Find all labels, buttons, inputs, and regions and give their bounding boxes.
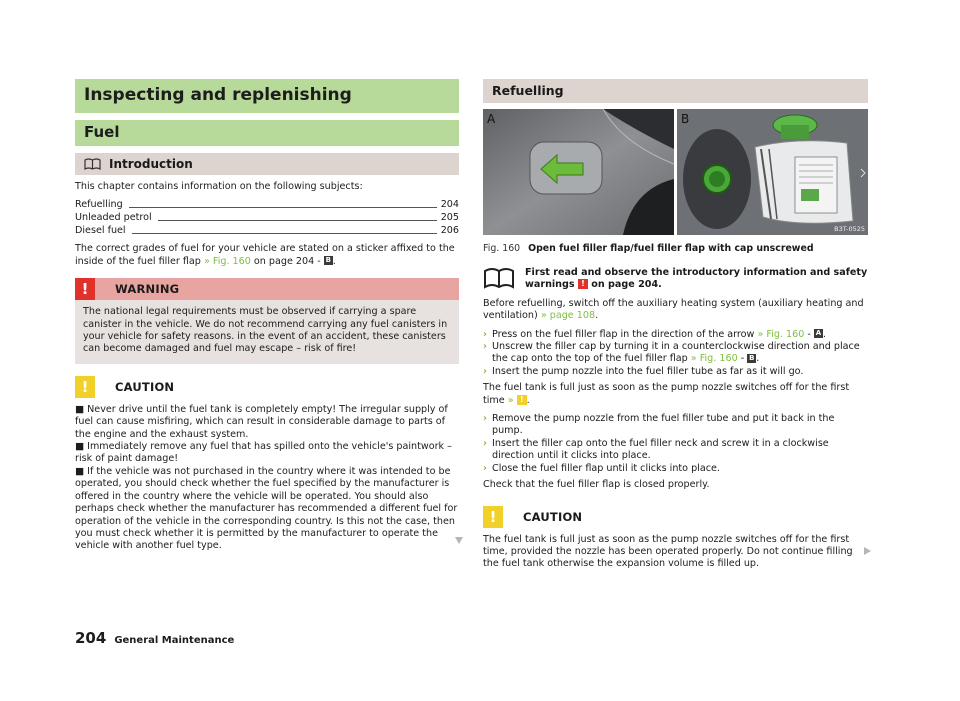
step-item [483, 413, 868, 438]
toc-leader [132, 233, 437, 234]
chevron-right-icon: › [483, 365, 487, 377]
intro-title: Introduction [109, 157, 193, 171]
book-icon [84, 158, 101, 170]
grades-text-2: on page 204 - [250, 255, 324, 267]
figure-code: B3T-0525 [834, 225, 865, 233]
chevron-right-icon: › [483, 341, 487, 353]
figure-caption [483, 243, 868, 255]
before-text-2: . [595, 310, 599, 322]
step-mid: - [737, 353, 748, 365]
caution-text: The fuel tank is full just as soon as the pump nozzle switches off for the first time, provided the nozzle has been operated properly. Do not continue filling the fuel tank otherwise the expansion volume is filled up. [483, 533, 853, 570]
step-item [483, 438, 868, 463]
toc-label: Refuelling [75, 199, 123, 211]
label-box-b: B [325, 256, 331, 265]
figure-label-b: B [681, 112, 690, 126]
fuel-flap-closed-illustration [483, 109, 674, 235]
caution-item: ■ Never drive until the fuel tank is completely empty! The irregular supply of fuel can cause misfiring, which can result in considerable damage to parts of the engine and the exhaust system. [75, 403, 448, 440]
page-footer [75, 629, 234, 647]
toc-page: 206 [440, 225, 459, 237]
open-book-icon [483, 267, 515, 289]
figure-number: Fig. 160 [483, 243, 521, 254]
caution-item: ■ Immediately remove any fuel that has spilled onto the vehicle's paintwork – risk of paint damage! [75, 441, 452, 465]
toc-leader [158, 220, 437, 221]
step-post: . [822, 328, 826, 340]
continued-marker [864, 547, 871, 555]
label-box-b: B [749, 353, 755, 362]
intro-text: This chapter contains information on the following subjects: [75, 181, 363, 192]
toc-page: 204 [440, 199, 459, 211]
fig-ref-link[interactable]: » Fig. 160 [203, 255, 251, 267]
figure-caption-text: Open fuel filler flap/fuel filler flap with cap unscrewed [528, 243, 814, 254]
tank-full-text [483, 382, 868, 407]
figure-160 [483, 109, 868, 235]
chevron-right-icon: › [483, 437, 487, 449]
figure-panel-a [483, 109, 674, 235]
right-column [483, 79, 868, 571]
step-item [483, 463, 868, 475]
caution-item: ■ If the vehicle was not purchased in the country where it was intended to be operated, you should check whether the fuel specified by the manufacturer is offered in the country where the vehicle will be operated. You should also perhaps check whether the manufacturer has recommended a different fuel for operation of the vehicle in the corresponding country. Is this not the case, then you must check whether it is permitted by the manufacturer to operate the vehicle with another fuel type. [75, 465, 458, 552]
section-title: Inspecting and replenishing [75, 79, 459, 113]
read-first-text-1: First read and observe the introductory information and safety warnings [525, 267, 868, 291]
subsection-title: Fuel [75, 120, 459, 146]
fig-ref-link[interactable]: » Fig. 160 [690, 353, 738, 365]
caution-title: CAUTION [523, 509, 583, 524]
page-number: 204 [75, 629, 107, 647]
figure-label-a: A [487, 112, 496, 126]
toc-item-unleaded-petrol[interactable] [75, 211, 459, 224]
caution-header [75, 376, 459, 398]
grades-text [75, 243, 459, 268]
chevron-right-icon: › [483, 462, 487, 474]
step-text: Insert the pump nozzle into the fuel filler tube as far as it will go. [492, 365, 804, 377]
chevron-right-icon: › [483, 413, 487, 425]
toc-item-diesel-fuel[interactable] [75, 224, 459, 237]
warning-icon: ! [75, 278, 95, 300]
warning-box [75, 278, 459, 364]
step-pre: Unscrew the filler cap by turning it in a counterclockwise direction and place the cap onto the top of the fuel filler flap [492, 341, 860, 365]
label-box-a: A [815, 329, 822, 338]
section-end-marker [455, 537, 463, 544]
step-pre: Press on the fuel filler flap in the direction of the arrow [492, 328, 758, 340]
step-post: . [756, 353, 760, 365]
before-text-1: Before refuelling, switch off the auxiliary heating system (auxiliary heating and ventilation) [483, 297, 864, 322]
steps-list-a [483, 329, 868, 379]
grades-text-3: . [332, 255, 336, 267]
grades-text-1: The correct grades of fuel for your vehicle are stated on a sticker affixed to the inside of the fuel filler flap [75, 243, 455, 267]
step-text [492, 329, 826, 341]
caution-title: CAUTION [115, 379, 175, 394]
warning-text: The national legal requirements must be observed if carrying a spare canister in the vehicle. We do not recommend carrying any fuel canisters in your vehicle for safety reasons. in the event of an accident, these canisters can become damaged and fuel may escape – risk of fire! [83, 306, 448, 355]
caution-ref-link[interactable]: » [507, 394, 514, 406]
step-text [492, 341, 868, 366]
step-text: Insert the filler cap onto the fuel filler neck and screw it in a clockwise direction until it clicks into place. [492, 437, 829, 462]
figure-panel-b [677, 109, 868, 235]
fuel-flap-open-illustration [677, 109, 868, 235]
step-item [483, 341, 868, 366]
caution-icon: ! [483, 506, 503, 528]
read-first-note [483, 267, 868, 292]
toc-leader [129, 207, 437, 208]
check-text: Check that the fuel filler flap is closed properly. [483, 479, 710, 491]
warning-title: WARNING [115, 282, 180, 297]
toc-label: Unleaded petrol [75, 212, 152, 224]
step-mid: - [804, 328, 814, 340]
refuelling-title: Refuelling [483, 79, 868, 103]
step-item [483, 366, 868, 378]
caution-list [75, 404, 459, 553]
caution-header-right [483, 506, 868, 528]
before-refuelling-text [483, 298, 868, 323]
full-text-2: . [526, 394, 530, 406]
toc-item-refuelling[interactable] [75, 198, 459, 211]
left-column [75, 79, 459, 553]
warning-icon-inline: ! [578, 279, 588, 289]
full-text-1: The fuel tank is full just as soon as the pump nozzle switches off for the first time [483, 382, 850, 406]
chevron-right-icon: › [483, 328, 487, 340]
read-first-text [525, 267, 868, 292]
caution-icon-inline: ! [517, 395, 527, 405]
step-text: Remove the pump nozzle from the fuel filler tube and put it back in the pump. [492, 413, 835, 437]
fig-ref-link[interactable]: » Fig. 160 [757, 328, 805, 340]
toc-list [75, 198, 459, 237]
toc-page: 205 [440, 212, 459, 224]
intro-header [75, 153, 459, 175]
footer-section: General Maintenance [114, 635, 235, 646]
step-text: Close the fuel filler flap until it clicks into place. [492, 462, 720, 474]
step-item [483, 329, 868, 341]
warning-header [75, 278, 459, 300]
page-ref-link[interactable]: » page 108 [540, 310, 596, 322]
read-first-text-2: on page 204. [587, 279, 662, 291]
caution-icon: ! [75, 376, 95, 398]
toc-label: Diesel fuel [75, 225, 126, 237]
steps-list-b [483, 413, 868, 475]
